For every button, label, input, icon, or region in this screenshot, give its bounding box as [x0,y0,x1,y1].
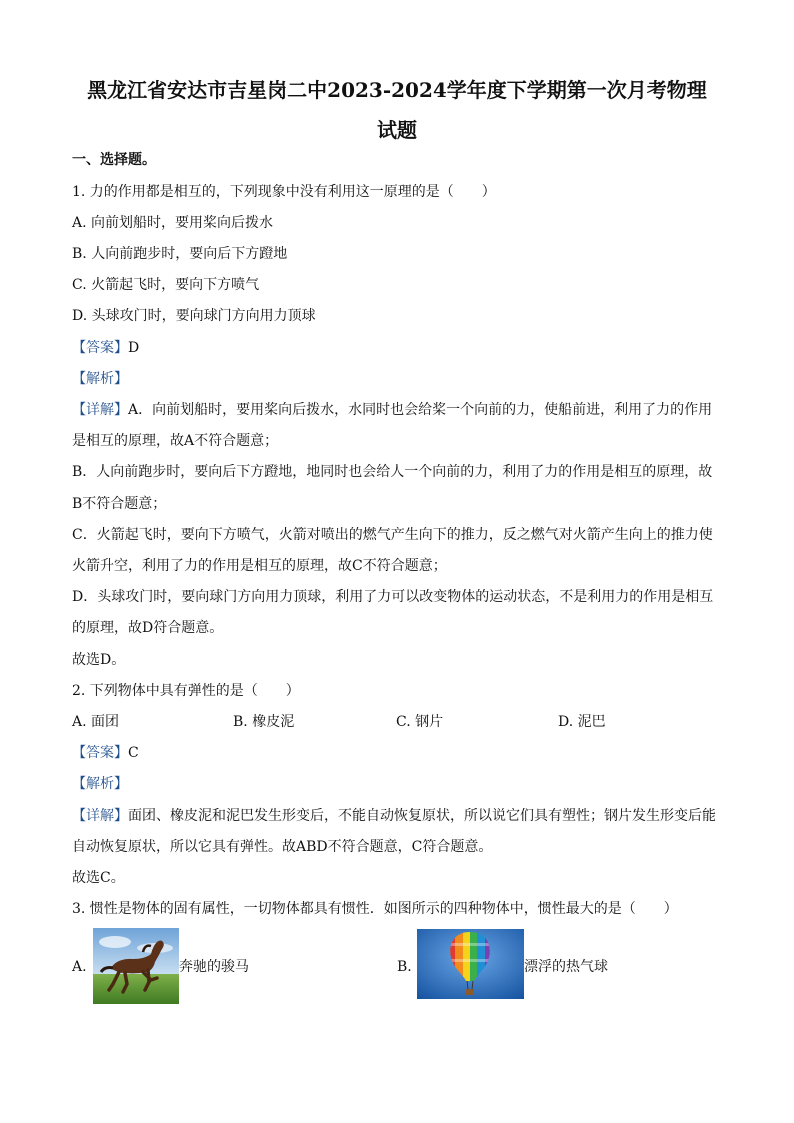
q2-analysis-tag: 【解析】 [72,776,128,792]
q3-option-b-caption: 漂浮的热气球 [524,959,608,975]
q2-stem: 2. 下列物体中具有弹性的是（ ） [72,683,300,699]
q1-stem: 1. 力的作用都是相互的，下列现象中没有利用这一原理的是（ ） [72,184,496,200]
q1-detail-line-7: D．头球攻门时，要向球门方向用力顶球，利用了力可以改变物体的运动状态，不是利用力的作用是相互 [72,589,714,605]
q1-detail-line-3: B．人向前跑步时，要向后下方蹬地，地同时也会给人一个向前的力，利用了力的作用是相互的原理，故 [72,464,713,480]
section-heading: 一、选择题。 [72,152,156,168]
answer-tag: 【答案】 [72,745,128,761]
hot-air-balloon-image [417,929,524,999]
detail-tag: 【详解】 [72,808,128,824]
q3-option-a-letter: A. [72,959,87,975]
detail-tag: 【详解】 [72,402,128,418]
answer-value: D [128,340,140,356]
detail-text: 面团、橡皮泥和泥巴发生形变后，不能自动恢复原状，所以说它们具有塑性；钢片发生形变后能 [128,808,716,824]
q1-detail-line-2: 是相互的原理，故A不符合题意； [72,433,279,449]
q3-option-a-caption: 奔驰的骏马 [179,959,249,975]
answer-value: C [128,745,139,761]
title-line-2: 试题 [377,118,417,142]
horse-image [93,928,179,1004]
hot-air-balloon-icon [417,929,524,999]
exam-title [60,70,734,150]
q2-option-d: D. 泥巴 [558,714,606,730]
q2-detail-line-2: 自动恢复原状，所以它具有弹性。故ABD不符合题意，C符合题意。 [72,839,493,855]
q1-detail-line-6: 火箭升空，利用了力的作用是相互的原理，故C不符合题意； [72,558,447,574]
q1-option-a: A. 向前划船时，要用桨向后拨水 [72,215,274,231]
q2-option-c: C. 钢片 [396,714,444,730]
q1-conclusion: 故选D。 [72,652,126,668]
q2-answer [72,743,722,763]
answer-tag: 【答案】 [72,340,128,356]
q1-option-b: B. 人向前跑步时，要向后下方蹬地 [72,246,288,262]
q1-analysis-tag: 【解析】 [72,371,128,387]
q1-detail-line-8: 的原理，故D符合题意。 [72,620,224,636]
q2-option-a: A. 面团 [72,714,120,730]
title-line-1: 黑龙江省安达市吉星岗二中2023-2024学年度下学期第一次月考物理 [87,78,707,102]
q1-detail-line-1 [72,400,722,420]
q1-option-d: D. 头球攻门时，要向球门方向用力顶球 [72,308,316,324]
q1-detail-line-4: B不符合题意； [72,496,167,512]
q3-option-b-letter: B. [397,959,412,975]
horse-icon [93,928,179,1004]
detail-text: A．向前划船时，要用桨向后拨水，水同时也会给桨一个向前的力，使船前进，利用了力的作用 [128,402,713,418]
q1-option-c: C. 火箭起飞时，要向下方喷气 [72,277,260,293]
q2-conclusion: 故选C。 [72,870,125,886]
q1-answer [72,338,722,358]
q3-stem: 3. 惯性是物体的固有属性，一切物体都具有惯性．如图所示的四种物体中，惯性最大的是（ ） [72,901,678,917]
q2-option-b: B. 橡皮泥 [233,714,295,730]
q2-detail-line-1 [72,806,722,826]
q1-detail-line-5: C．火箭起飞时，要向下方喷气，火箭对喷出的燃气产生向下的推力，反之燃气对火箭产生向上的推力使 [72,527,713,543]
